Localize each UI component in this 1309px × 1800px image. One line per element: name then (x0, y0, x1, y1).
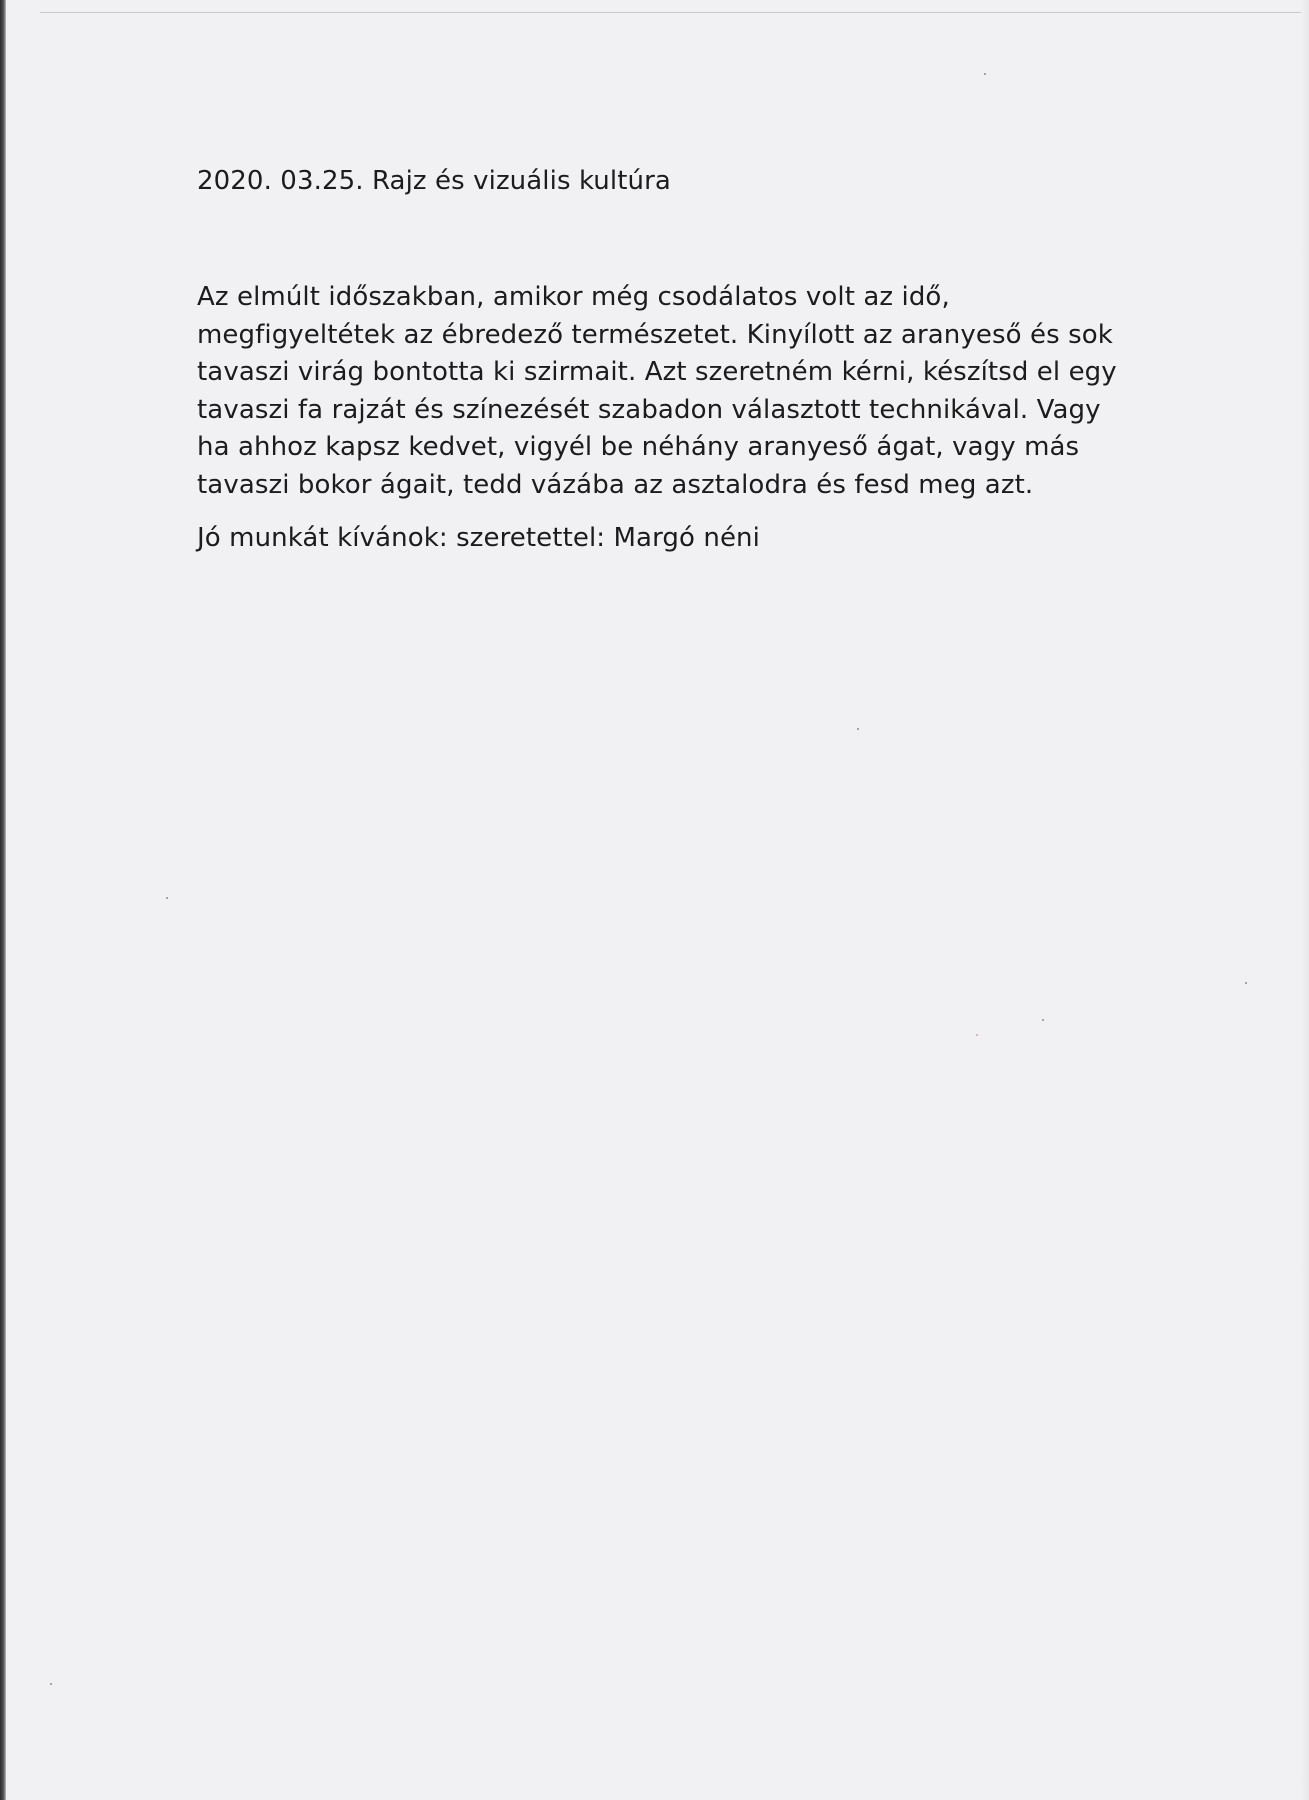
dust-speck (1245, 982, 1247, 984)
body-line: tavaszi virág bontotta ki szirmait. Azt szeretném kérni, készítsd el egy (197, 357, 1117, 387)
body-line: tavaszi fa rajzát és színezését szabadon választott technikával. Vagy (197, 394, 1101, 425)
letter-body (197, 279, 1177, 504)
paper-right-shade (1301, 0, 1309, 1800)
dust-speck (857, 728, 859, 730)
letter-closing: Jó munkát kívánok: szeretettel: Margó néni (197, 523, 760, 553)
dust-speck (984, 73, 986, 75)
dust-speck (1042, 1019, 1044, 1021)
dust-speck (166, 897, 168, 899)
dust-speck (50, 1683, 52, 1685)
body-line: megfigyeltétek az ébredező természetet. Kinyílott az aranyeső és sok (197, 319, 1113, 350)
body-line: Az elmúlt időszakban, amikor még csodálatos volt az idő, (197, 282, 950, 312)
scanner-left-edge (0, 0, 6, 1800)
paper-top-edge (40, 12, 1309, 13)
letter-content (197, 160, 1177, 557)
body-line: tavaszi bokor ágait, tedd vázába az asztalodra és fesd meg azt. (197, 469, 1034, 500)
dust-speck (976, 1034, 978, 1036)
body-line: ha ahhoz kapsz kedvet, vigyél be néhány aranyeső ágat, vagy más (197, 432, 1080, 462)
letter-heading: 2020. 03.25. Rajz és vizuális kultúra (197, 166, 671, 196)
